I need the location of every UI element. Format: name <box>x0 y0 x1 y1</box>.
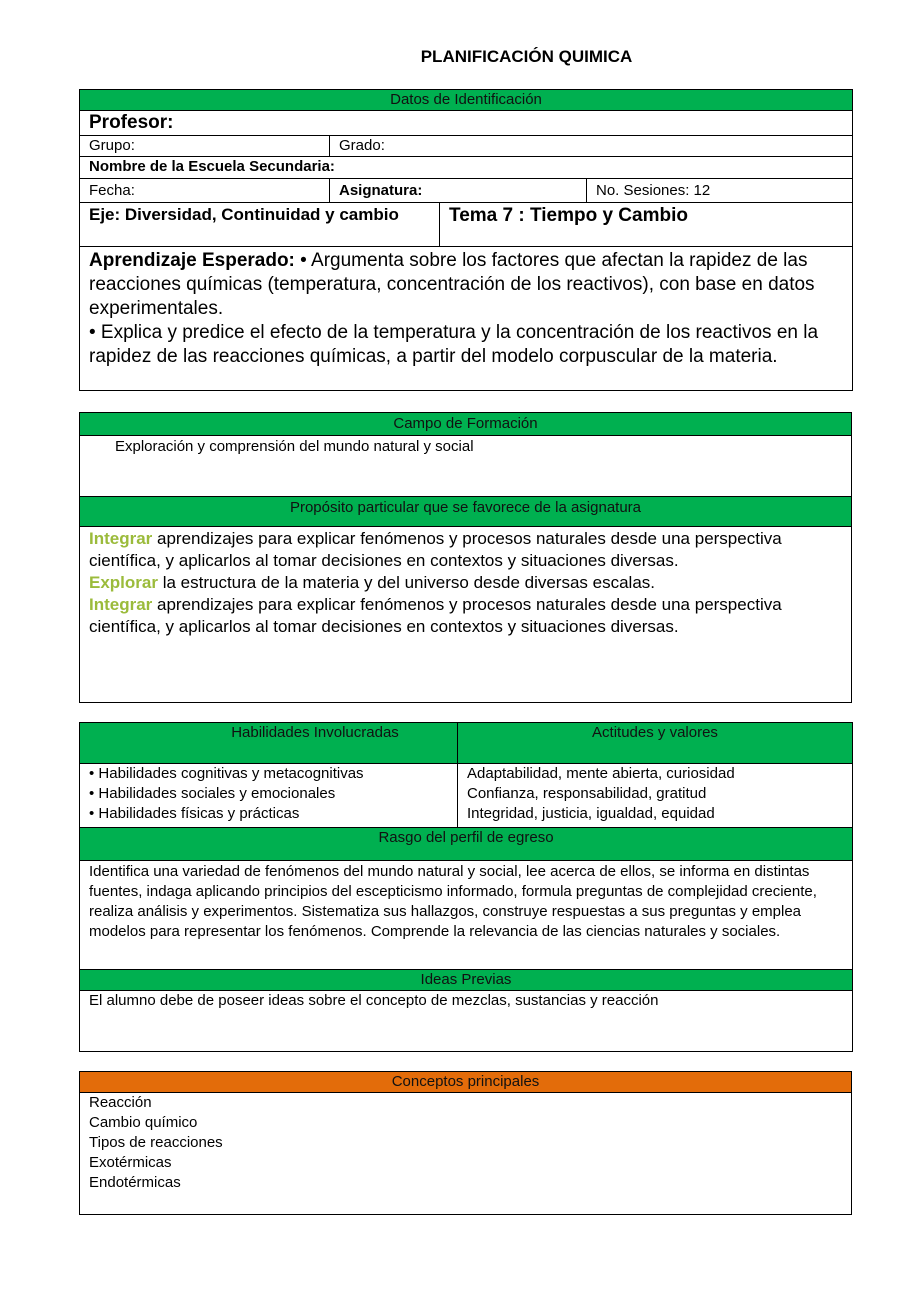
proposito-header: Propósito particular que se favorece de la asignatura <box>80 497 852 527</box>
concepto-item: Reacción <box>89 1094 152 1111</box>
proposito-text: aprendizajes para explicar fenómenos y procesos naturales desde una perspectiva científica, y aplicarlos al tomar decisiones en contextos y situaciones diversas. <box>89 529 782 570</box>
identification-table <box>79 89 853 391</box>
sesiones-field: No. Sesiones: 12 <box>587 179 853 203</box>
campo-text: Exploración y comprensión del mundo natural y social <box>80 436 852 497</box>
actitud-item: Confianza, responsabilidad, gratitud <box>467 785 707 802</box>
conceptos-table <box>79 1071 852 1215</box>
habilidades-header-label: Habilidades Involucradas <box>231 724 399 741</box>
concepto-item: Tipos de reacciones <box>89 1134 223 1151</box>
grupo-field: Grupo: <box>80 136 330 157</box>
actitudes-header: Actitudes y valores <box>458 723 853 764</box>
concepto-item: Exotérmicas <box>89 1154 172 1171</box>
escuela-field: Nombre de la Escuela Secundaria: <box>80 157 853 179</box>
eje-field: Eje: Diversidad, Continuidad y cambio <box>80 203 440 247</box>
ideas-header: Ideas Previas <box>80 970 853 991</box>
aprendizaje-item: • Argumenta sobre los factores que afectan la rapidez de las reacciones químicas (temperatura, concentración de los reactivos), con base en datos experimentales. <box>89 250 815 319</box>
profesor-field: Profesor: <box>80 111 853 136</box>
aprendizaje-esperado <box>80 247 853 391</box>
habilidades-header <box>80 723 458 764</box>
proposito-item <box>89 528 842 572</box>
grado-field: Grado: <box>330 136 853 157</box>
proposito-item <box>89 572 842 594</box>
proposito-body <box>80 527 852 703</box>
identification-header: Datos de Identificación <box>80 90 853 111</box>
concepto-item: Endotérmicas <box>89 1174 181 1191</box>
habilidades-list <box>80 764 458 828</box>
proposito-text: aprendizajes para explicar fenómenos y procesos naturales desde una perspectiva científica, y aplicarlos al tomar decisiones en contextos y situaciones diversas. <box>89 595 782 636</box>
proposito-verb: Integrar <box>89 529 153 548</box>
habilidad-item: • Habilidades cognitivas y metacognitivas <box>89 765 364 782</box>
proposito-text: la estructura de la materia y del universo desde diversas escalas. <box>157 573 656 592</box>
tema-field: Tema 7 : Tiempo y Cambio <box>440 203 853 247</box>
habilidades-table <box>79 722 853 1052</box>
proposito-verb: Integrar <box>89 595 153 614</box>
perfil-header: Rasgo del perfil de egreso <box>80 828 853 861</box>
actitud-item: Adaptabilidad, mente abierta, curiosidad <box>467 765 735 782</box>
aprendizaje-item: • Explica y predice el efecto de la temperatura y la concentración de los reactivos en la rapidez de las reacciones químicas, a partir del modelo corpuscular de la materia. <box>89 322 819 367</box>
fecha-field: Fecha: <box>80 179 330 203</box>
habilidad-item: • Habilidades sociales y emocionales <box>89 785 336 802</box>
asignatura-field: Asignatura: <box>330 179 587 203</box>
campo-header: Campo de Formación <box>80 413 852 436</box>
document-title: PLANIFICACIÓN QUIMICA <box>420 47 633 66</box>
campo-table <box>79 412 852 703</box>
conceptos-header: Conceptos principales <box>80 1072 852 1093</box>
actitudes-list <box>458 764 853 828</box>
aprendizaje-label: Aprendizaje Esperado: <box>89 250 295 271</box>
proposito-item <box>89 594 842 638</box>
perfil-text: Identifica una variedad de fenómenos del mundo natural y social, lee acerca de ellos, se informa en distintas fuentes, indaga aplicando principios del escepticismo informado, formula preguntas de complejidad creciente, realiza análisis y experimentos. Sistematiza sus hallazgos, construye respuestas a sus preguntas y emplea modelos para representar los fenómenos. Comprende la relevancia de las ciencias naturales y sociales. <box>80 861 853 970</box>
ideas-text: El alumno debe de poseer ideas sobre el concepto de mezclas, sustancias y reacción <box>80 991 853 1052</box>
habilidad-item: • Habilidades físicas y prácticas <box>89 805 300 822</box>
conceptos-list <box>80 1093 852 1215</box>
actitud-item: Integridad, justicia, igualdad, equidad <box>467 805 715 822</box>
concepto-item: Cambio químico <box>89 1114 198 1131</box>
proposito-verb: Explorar <box>89 573 158 592</box>
